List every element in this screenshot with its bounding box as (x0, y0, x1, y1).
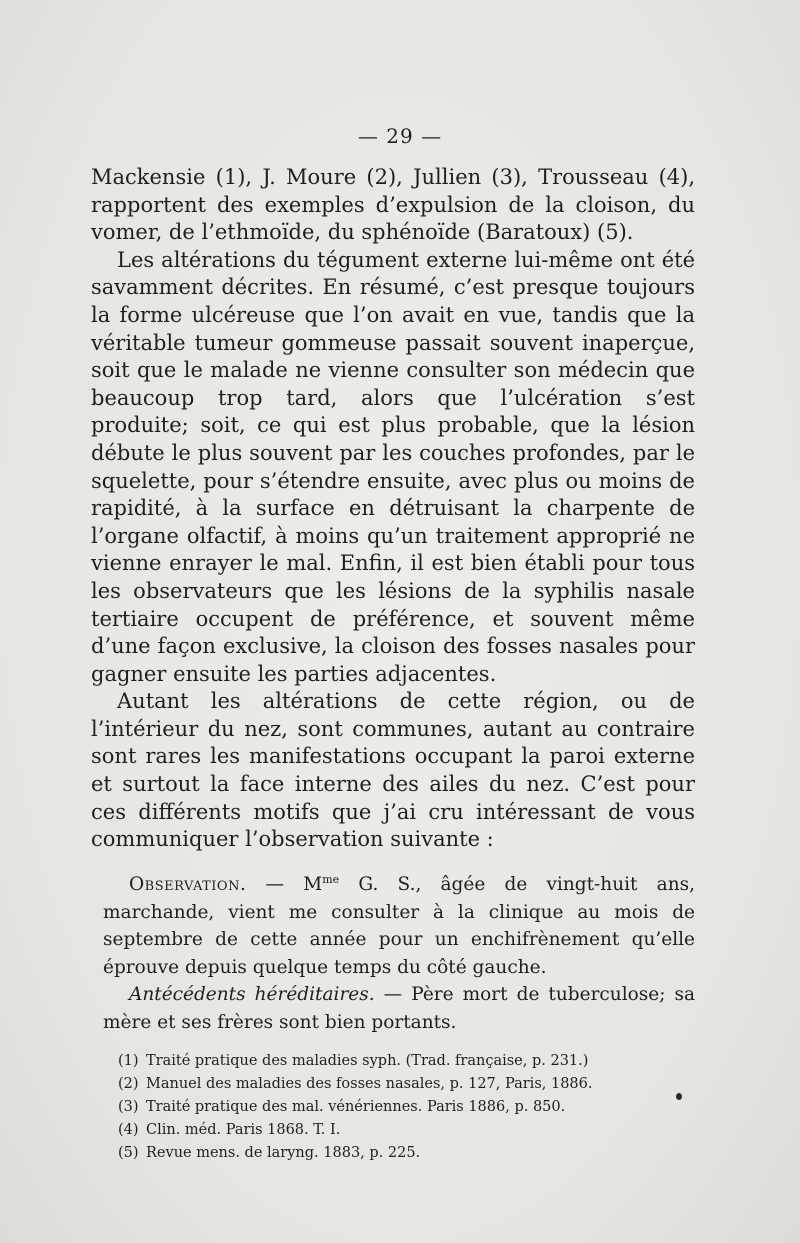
footnote-text: Traité pratique des maladies syph. (Trad. française, p. 231.) (146, 1053, 589, 1069)
ink-speck (676, 1093, 682, 1100)
footnote-number: (5) (118, 1145, 139, 1161)
page-number: — 29 — (357, 124, 443, 148)
observation-section (103, 871, 695, 1036)
footnote-number: (1) (118, 1053, 139, 1069)
observation-label: Observation. (129, 874, 247, 895)
observation-dash: — (246, 874, 304, 895)
footnote (118, 1096, 678, 1119)
observation-paragraph (103, 871, 695, 981)
footnote-text: Clin. méd. Paris 1868. T. I. (146, 1122, 341, 1138)
footnote-text: Traité pratique des mal. vénériennes. Paris 1886, p. 850. (146, 1099, 566, 1115)
antecedents-label: Antécédents héréditaires. (129, 984, 375, 1005)
antecedents-text: — Père mort de tuberculose; sa mère et ses frères sont bien portants. (103, 984, 695, 1033)
footnote (118, 1142, 678, 1165)
footnote (118, 1119, 678, 1142)
observation-title-prefix: M (303, 874, 323, 895)
footnote (118, 1073, 678, 1096)
footnote-text: Manuel des maladies des fosses nasales, p. 127, Paris, 1886. (146, 1076, 593, 1092)
footnotes (118, 1050, 678, 1165)
observation-title-sup: me (322, 872, 340, 886)
paragraph: Mackensie (1), J. Moure (2), Jullien (3), Trousseau (4), rapportent des exemples d’expulsion de la cloison, du vomer, de l’ethmoïde, du sphénoïde (Baratoux) (5). (91, 165, 695, 245)
footnote (118, 1050, 678, 1073)
footnote-number: (3) (118, 1099, 139, 1115)
paragraph: Les altérations du tégument externe lui-même ont été savamment décrites. En résumé, c’est presque toujours la forme ulcéreuse que l’on avait en vue, tandis que la véritable tumeur gommeuse passait souvent inaperçue, soit que le malade ne vienne consulter son médecin que beaucoup trop tard, alors que l’ulcération s’est produite; soit, ce qui est plus probable, que la lésion débute le plus souvent par les couches profondes, par le squelette, pour s’étendre ensuite, avec plus ou moins de rapidité, à la surface en détruisant la charpente de l’organe olfactif, à moins qu’un traitement approprié ne vienne enrayer le mal. Enfin, il est bien établi pour tous les observateurs que les lésions de la syphilis nasale tertiaire occupent de préférence, et souvent même d’une façon exclusive, la cloison des fosses nasales pour gagner ensuite les parties adjacentes. (91, 247, 695, 686)
paragraph: Autant les altérations de cette région, ou de l’intérieur du nez, sont communes, autant au contraire sont rares les manifestations occupant la paroi externe et surtout la face interne des ailes du nez. C’est pour ces différents motifs que j’ai cru intéressant de vous communiquer l’observation suivante : (91, 689, 695, 852)
antecedents-paragraph (103, 981, 695, 1036)
footnote-number: (4) (118, 1122, 139, 1138)
observation-text: G. S., âgée de vingt-huit ans, marchande, vient me consulter à la clinique au mois de septembre de cette année pour un enchifrènement qu’elle éprouve depuis quelque temps du côté gauche. (103, 874, 695, 978)
footnote-text: Revue mens. de laryng. 1883, p. 225. (146, 1145, 421, 1161)
body-text (91, 164, 695, 854)
footnote-number: (2) (118, 1076, 139, 1092)
